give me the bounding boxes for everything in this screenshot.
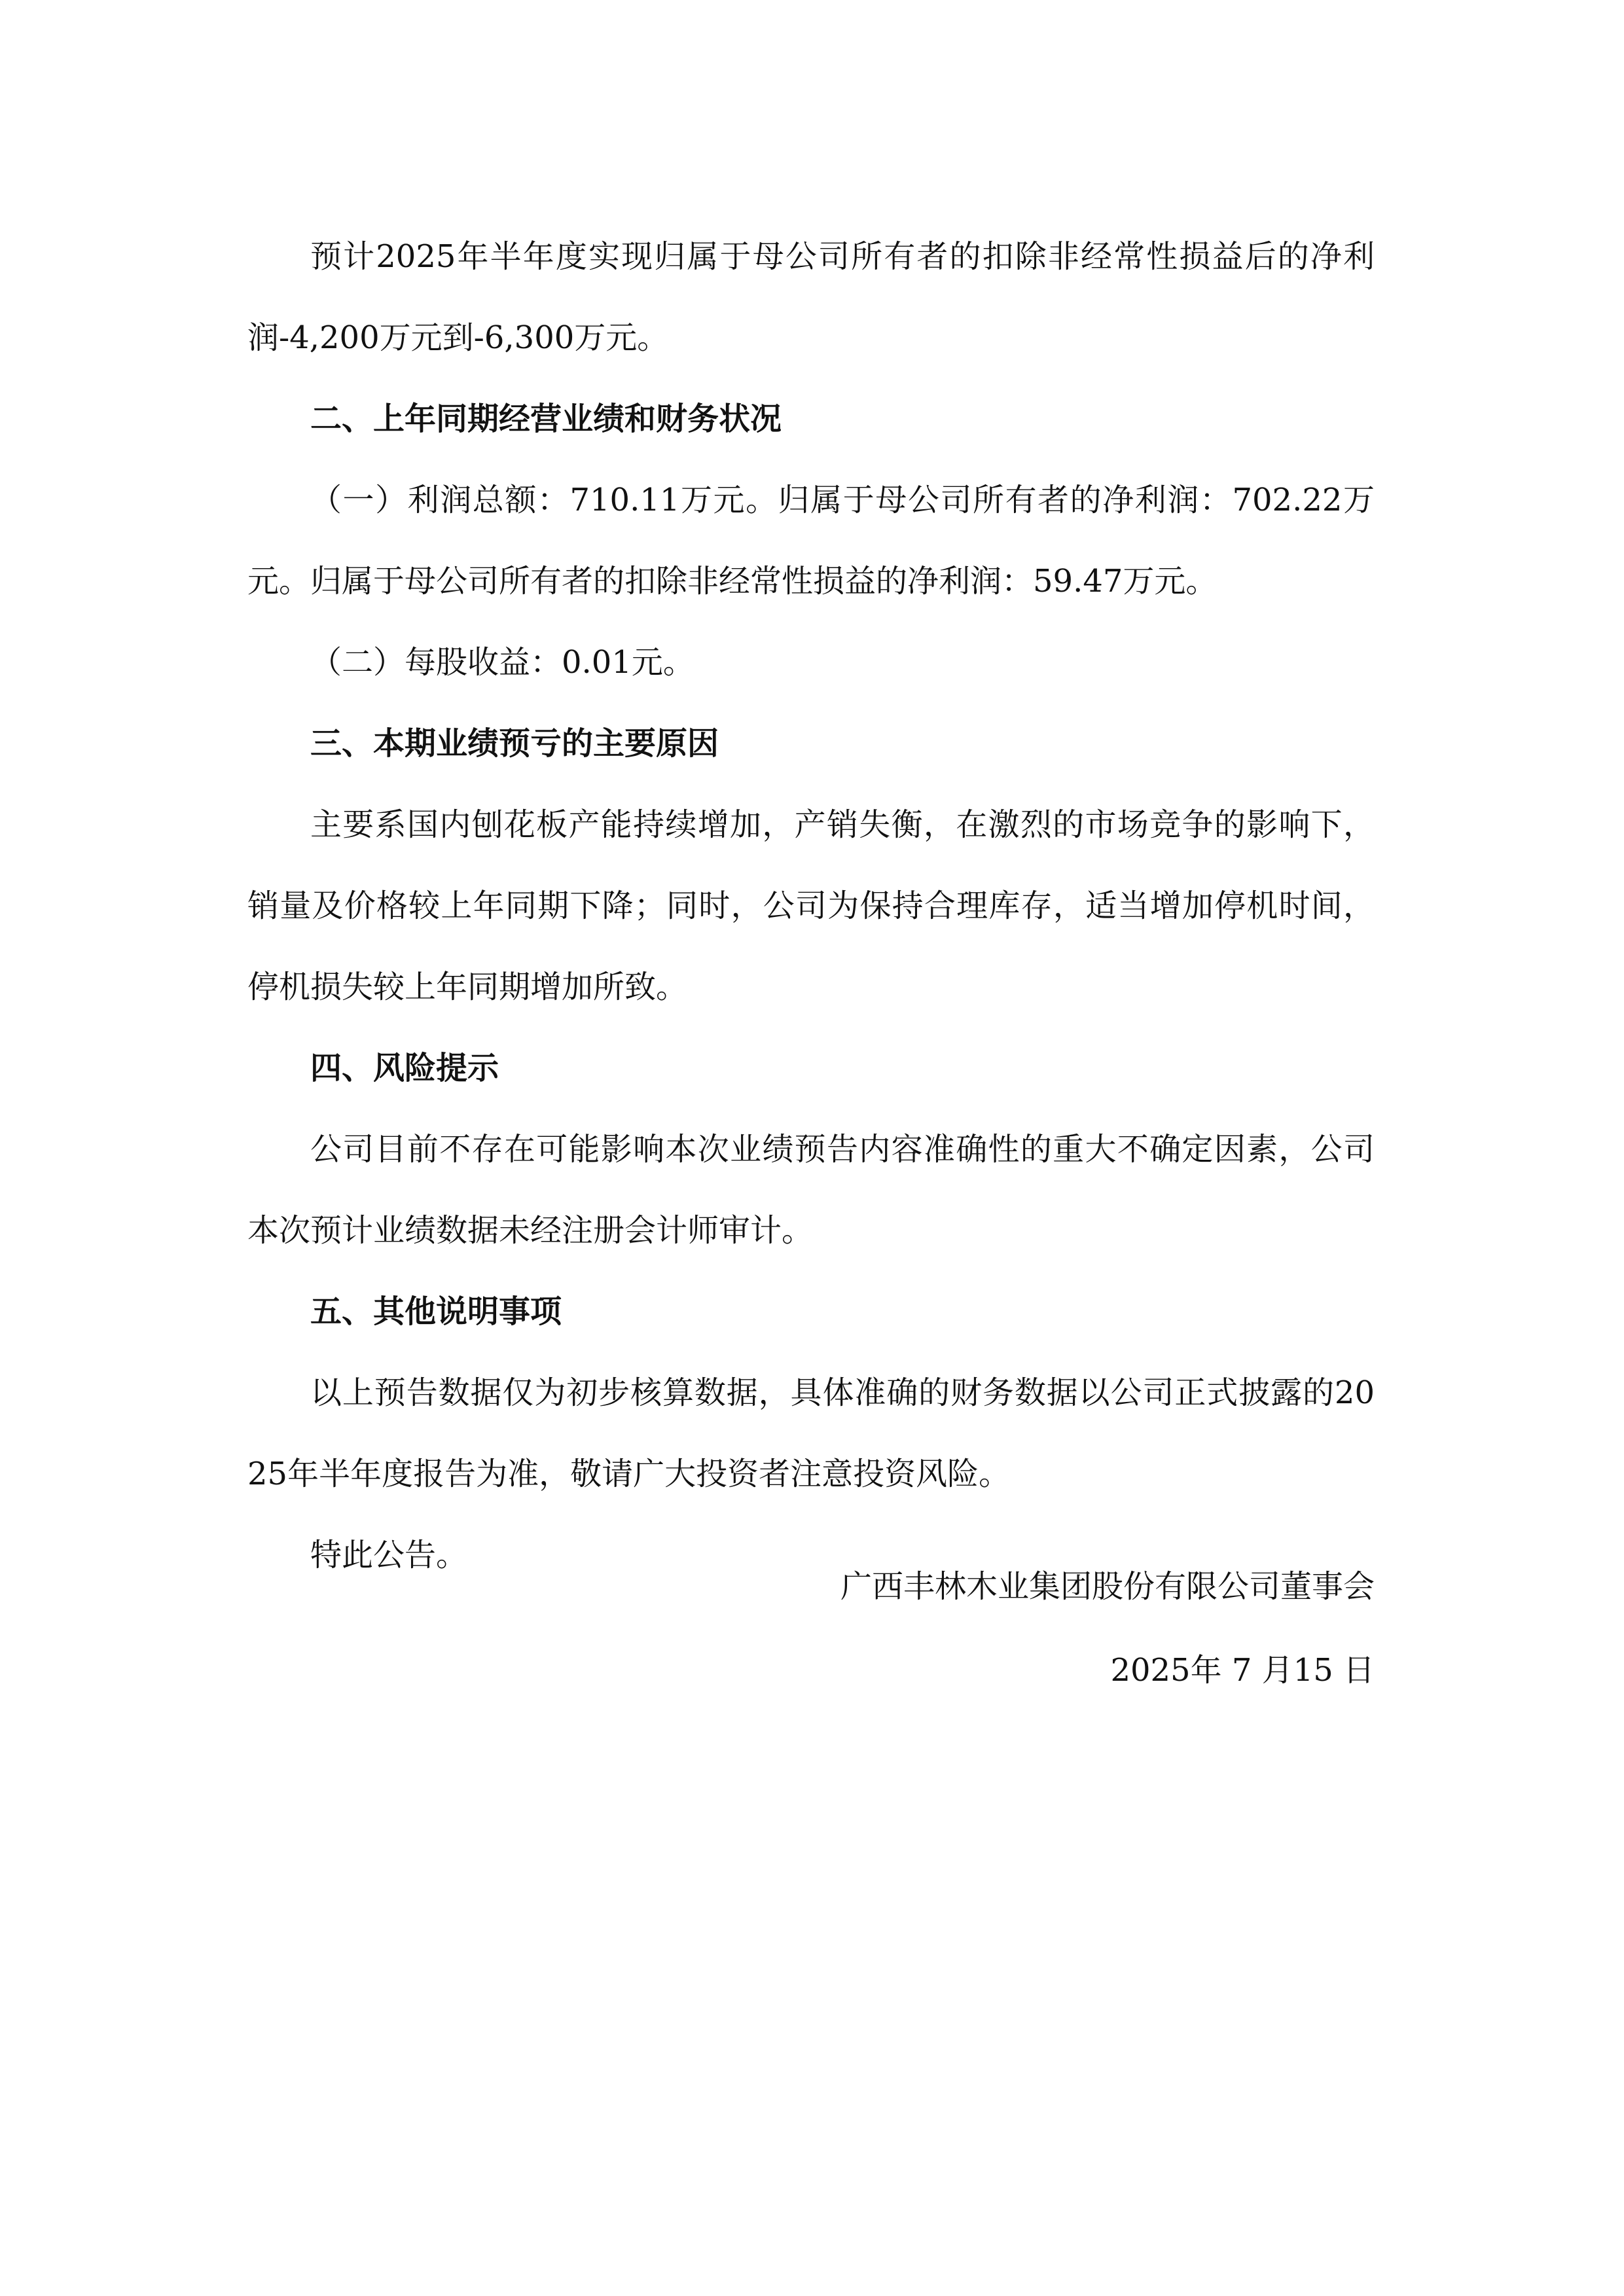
paragraph-eps: （二）每股收益：0.01元。 <box>310 644 695 681</box>
paragraph-net-profit-forecast: 预计2025年半年度实现归属于母公司所有者的扣除非经常性损益后的净利润-4,200万元到-6,300万元。 <box>247 238 1375 356</box>
document-body <box>247 216 1375 1596</box>
signature-date: 2025年 7 月15 日 <box>1110 1652 1375 1689</box>
section-heading-loss-reasons: 三、本期业绩预亏的主要原因 <box>310 725 719 762</box>
section-heading-prior-year: 二、上年同期经营业绩和财务状况 <box>310 401 782 437</box>
signature-block <box>840 1545 1375 1712</box>
paragraph-closing: 特此公告。 <box>310 1537 468 1573</box>
section-heading-other: 五、其他说明事项 <box>310 1293 562 1330</box>
paragraph-other: 以上预告数据仅为初步核算数据，具体准确的财务数据以公司正式披露的2025年半年度报告为准，敬请广大投资者注意投资风险。 <box>247 1374 1375 1492</box>
section-heading-risk: 四、风险提示 <box>310 1050 499 1086</box>
paragraph-profit-totals: （一）利润总额：710.11万元。归属于母公司所有者的净利润：702.22万元。归属于母公司所有者的扣除非经常性损益的净利润：59.47万元。 <box>247 482 1375 600</box>
paragraph-loss-reasons: 主要系国内刨花板产能持续增加，产销失衡，在激烈的市场竞争的影响下，销量及价格较上年同期下降；同时，公司为保持合理库存，适当增加停机时间，停机损失较上年同期增加所致。 <box>247 806 1375 1005</box>
signature-company: 广西丰林木业集团股份有限公司董事会 <box>840 1568 1375 1605</box>
paragraph-risk: 公司目前不存在可能影响本次业绩预告内容准确性的重大不确定因素，公司本次预计业绩数据未经注册会计师审计。 <box>247 1131 1375 1249</box>
